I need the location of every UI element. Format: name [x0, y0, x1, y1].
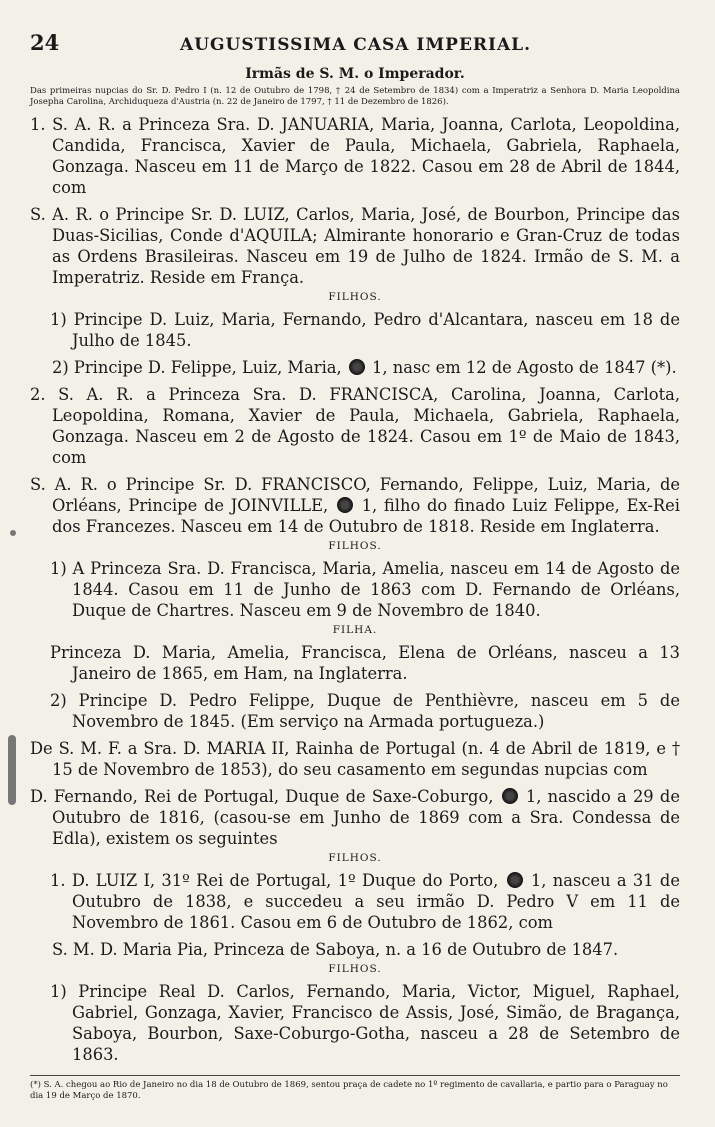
entry-text: 1, filho do finado Luiz Felippe, Ex-Rei dos Francezes. Nasceu em 14 de Outubro de 1818. Reside em Inglaterra. — [52, 496, 680, 536]
entry-principe-felippe — [30, 357, 680, 378]
entry-text: 1. D. LUIZ I, 31º Rei de Portugal, 1º Duque do Porto, — [50, 871, 499, 890]
entry-d-fernando — [30, 786, 680, 849]
entry-januaria: 1. S. A. R. a Princeza Sra. D. JANUARIA, Maria, Joanna, Carlota, Leopoldina, Candida, Francisca, Xavier de Paula, Michaela, Gabriela, Raphaela, Gonzaga. Nasceu em 11 de Março de 1822. Casou em 28 de Abril de 1844, com — [30, 115, 680, 197]
label-filhos: FILHOS. — [328, 963, 382, 975]
order-star-icon — [349, 359, 365, 375]
entry-text: S. A. R. o Principe Sr. D. FRANCISCO, Fernando, Felippe, Luiz, Maria, de Orléans, Principe de JOINVILLE, — [30, 475, 680, 515]
label-filhos: FILHOS. — [328, 540, 382, 552]
margin-mark — [8, 735, 16, 805]
entry-princeza-maria: Princeza D. Maria, Amelia, Francisca, Elena de Orléans, nasceu a 13 Janeiro de 1865, em Ham, na Inglaterra. — [50, 643, 680, 683]
entry-principe-carlos: 1) Principe Real D. Carlos, Fernando, Maria, Victor, Miguel, Raphael, Gabriel, Gonzaga, Xavier, Francisco de Assis, José, Simão, de Bragança, Saboya, Bourbon, Saxe-Coburgo-Gotha, nasceu a 28 de Setembro de 1863. — [50, 982, 680, 1064]
entry-text: 1, nasc em 12 de Agosto de 1847 (*). — [372, 358, 677, 377]
entry-principe-pedro: 2) Principe D. Pedro Felippe, Duque de Penthièvre, nasceu em 5 de Novembro de 1845. (Em serviço na Armada portugueza.) — [50, 691, 680, 731]
entry-maria-pia: S. M. D. Maria Pia, Princeza de Saboya, n. a 16 de Outubro de 1847. — [52, 940, 619, 959]
footnote-divider — [30, 1075, 680, 1076]
entry-text: 2) Principe D. Felippe, Luiz, Maria, — [52, 358, 342, 377]
label-filhos: FILHOS. — [328, 291, 382, 303]
entry-princeza-francisca: 1) A Princeza Sra. D. Francisca, Maria, Amelia, nasceu em 14 de Agosto de 1844. Casou em 11 de Junho de 1863 com D. Fernando de Orléans, Duque de Chartres. Nasceu em 9 de Novembro de 1840. — [50, 559, 680, 620]
label-filhos: FILHOS. — [328, 852, 382, 864]
page-header — [30, 30, 680, 64]
order-star-icon — [502, 788, 518, 804]
footnote: (*) S. A. chegou ao Rio de Janeiro no dia 18 de Outubro de 1869, sentou praça de cadete no 1º regimento de cavallaria, e partio para o Paraguay no dia 19 de Março de 1870. — [30, 1080, 668, 1101]
entry-luiz-aquila: S. A. R. o Principe Sr. D. LUIZ, Carlos, Maria, José, de Bourbon, Principe das Duas-Sicilias, Conde d'AQUILA; Almirante honorario e Gran-Cruz de todas as Ordens Brasileiras. Nasceu em 19 de Julho de 1824. Irmão de S. M. a Imperatriz. Reside em França. — [30, 205, 680, 287]
entry-text: 1, nascido a 29 de Outubro de 1816, (casou-se em Junho de 1869 com a Sra. Condessa de Edla), existem os seguintes — [52, 787, 680, 848]
entry-francisca: 2. S. A. R. a Princeza Sra. D. FRANCISCA, Carolina, Joanna, Carlota, Leopoldina, Romana, Xavier de Paula, Michaela, Gabriela, Raphaela, Gonzaga. Nasceu em 2 de Agosto de 1824. Casou em 1º de Maio de 1843, com — [30, 385, 680, 467]
order-star-icon — [337, 497, 353, 513]
intro-paragraph: Das primeiras nupcias do Sr. D. Pedro I (n. 12 de Outubro de 1798, † 24 de Setembro de 1834) com a Imperatriz a Senhora D. Maria Leopoldina Josepha Carolina, Archiduqueza d'Austria (n. 22 de Janeiro de 1797, † 11 de Dezembro de 1826). — [30, 86, 680, 107]
entry-principe-luiz: 1) Principe D. Luiz, Maria, Fernando, Pedro d'Alcantara, nasceu em 18 de Julho de 1845. — [50, 310, 680, 350]
entry-joinville — [30, 474, 680, 537]
order-star-icon — [507, 872, 523, 888]
entry-text: D. Fernando, Rei de Portugal, Duque de Saxe-Coburgo, — [30, 787, 494, 806]
page — [30, 30, 680, 1102]
section-title: Irmãs de S. M. o Imperador. — [245, 66, 465, 82]
entry-text: 1, nasceu a 31 de Outubro de 1838, e succedeu a seu irmão D. Pedro V em 11 de Novembro de 1861. Casou em 6 de Outubro de 1862, com — [72, 871, 680, 932]
margin-mark-small — [10, 530, 16, 536]
entry-maria-ii: De S. M. F. a Sra. D. MARIA II, Rainha de Portugal (n. 4 de Abril de 1819, e † 15 de Novembro de 1853), do seu casamento em segundas nupcias com — [30, 739, 680, 779]
entry-luiz-i — [30, 870, 680, 933]
page-number: 24 — [30, 30, 60, 55]
running-title: AUGUSTISSIMA CASA IMPERIAL. — [180, 35, 532, 55]
label-filha: FILHA. — [332, 624, 378, 636]
